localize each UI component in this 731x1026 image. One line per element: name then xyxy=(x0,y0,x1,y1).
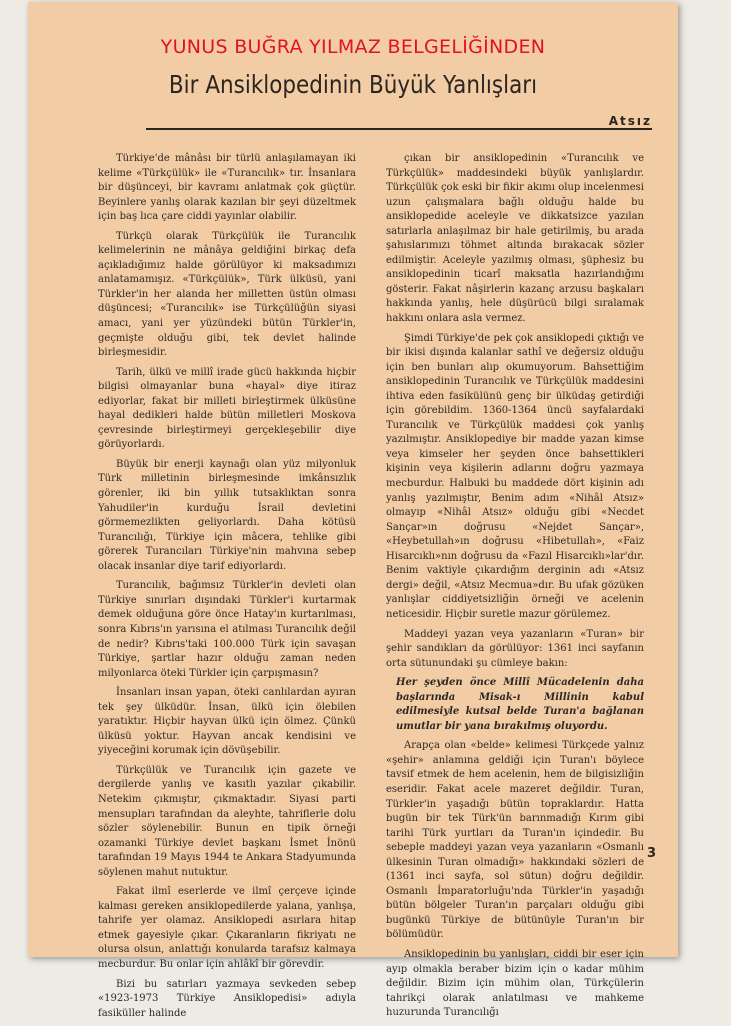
paragraph: Turancılık, bağımsız Türkler'in devleti olan Türkiye sınırları dışındaki Türkler'i kurtarmak demek olduğuna göre önce Hatay'ın kurtarılması, sonra Kıbrıs'ın yarısına el atılması Turancılık değil de nedir? Kıbrıs'taki 100.000 Türk için savaşan Türkiye, şartlar hazır olduğu zaman neden milyonlarca öteki Türkler için çarpışmasın? xyxy=(98,580,356,679)
paragraph: Arapça olan «belde» kelimesi Türkçede yalnız «şehir» anlamına geldiği için Turan'ı böylece tavsif etmek de hem acelenin, hem de bilgisizliğin eseridir. Fakat acele mazeret değildir. Turan, Türkler'in yaşadığı bütün topraklardır. Hatta bugün bir tek Türk'ün barınmadığı Kırım gibi tarihi Türk yurtları da Turan'ın içindedir. Bu sebeple maddeyi yazan veya yazanların «Osmanlı ülkesinin Turan olmadığı» hakkındaki sözleri de (1361 inci sayfa, sol sütun) doğru değildir. Osmanlı İmparatorluğu'nda Türkler'in yaşadığı bütün bölgeler Turan'ın parçaları olduğu gibi bugünkü Türkiye de bütünüyle Turan'ın bir bölümüdür. xyxy=(386,740,644,941)
paragraph: Türkçü olarak Türkçülük ile Turancılık kelimelerinin ne mânâya geldiğini birkaç defa açıkladığımız halde görülüyor ki maksadımızı anlatamamışız. «Türkçülük», Türk ülküsü, yani Türkler'in her alanda her milletten üstün olması düşüncesi; «Turancılık» ise Türkçülüğün siyasi amacı, yani yer yüzündeki bütün Türkler'in, geçmişte olduğu gibi, tek devlet halinde birleşmesidir. xyxy=(98,230,356,359)
paragraph: Maddeyi yazan veya yazanların «Turan» bir şehir sandıkları da görülüyor: 1361 inci sayfanın orta sütunundaki şu cümleye bakın: xyxy=(386,628,644,669)
paragraph: çıkan bir ansiklopedinin «Turancılık ve Türkçülük» maddesindeki büyük yanlışlardır. Türkçülük çok eski bir fikir akımı olup incelenmesi uzun çalışmalara bağlı olduğu halde bu ansiklopedide aceleyle ve dikkatsizce yazılan satırlarla anlaşılmaz bir hale getirilmiş, bu arada şahıslarımızı töhmet altında bırakacak sözler edilmiştir. Aceleyle yazılmış olması, şüphesiz bu ansiklopedinin ticarî maksatla hazırlandığını gösterir. Fakat nâşirlerin kazanç arzusu başkaları hakkında yanlış, hele düşürücü bilgi sıralamak hakkını onlara asla vermez. xyxy=(386,153,644,325)
paragraph: Fakat ilmî eserlerde ve ilmî çerçeve içinde kalması gereken ansiklopedilerde yalana, yanlışa, tahrife yer olamaz. Ansiklopedi asırlara hitap etmek gayesiyle çıkar. Çıkaranların fikriyatı ne olursa olsun, anlattığı konularda tarafsız kalmaya mecburdur. Bu onlar için ahlâkî bir görevdir. xyxy=(98,886,356,970)
paragraph: İnsanları insan yapan, öteki canlılardan ayıran tek şey ülküdür. İnsan, ülkü için ölebilen yaratıktır. Hiçbir hayvan ülkü için ölmez. Çünkü ülküsü yoktur. Hayvan ancak kendisini ve yiyeceğini korumak için dövüşebilir. xyxy=(98,687,356,757)
right-column xyxy=(386,152,644,1026)
paragraph: Şimdi Türkiye'de pek çok ansiklopedi çıktığı ve bir ikisi dışında kalanlar sathî ve değersiz olduğu için ben bunları alıp okumuyorum. Bahsettiğim ansiklopedinin Turancılık ve Türkçülük maddesini ihtiva eden fasikülünü genç bir ülküdaş getirdiği için görebildim. 1360-1364 üncü sayfalardaki Turancılık ve Türkçülük maddesi çok yanlış yazılmıştır. Ansiklopediye bir madde yazan kimse veya kimseler her şeyden önce bahsettikleri kişinin veya kişilerin adlarını doğru yazmaya mecburdur. Halbuki bu maddede dört kişinin adı yanlış yazılmıştır, Benim adım «Nihâl Atsız» olmayıp «Nihâl Atsız» olduğu gibi «Necdet Sançar»ın doğrusu «Nejdet Sançar», «Heybetullah»ın doğrusu «Hibetullah», «Faiz Hisarcıklı»nın doğrusu da «Fazıl Hisarcıklı»lar'dır. Benim vaktiyle çıkardığım derginin adı «Atsız dergi» değil, «Atsız Mecmua»dır. Bu ufak gözüken yanlışlar ciddiyetsizliğin örneği ve acelenin neticesidir. Hiçbir suretle mazur görülemez. xyxy=(386,332,644,620)
paragraph: Türkiye'de mânâsı bir türlü anlaşılamayan iki kelime «Türkçülük» ile «Turancılık» tır. İnsanlara bir düşünceyi, bir kavramı anlatmak çok güçtür. Beyinlere yanlış olarak kazılan bir şeyi düzeltmek için baş lıca çare ciddi yayınlar olabilir. xyxy=(98,153,356,223)
paragraph: Tarih, ülkü ve millî irade gücü hakkında hiçbir bilgisi olmayanlar buna «hayal» diye itiraz ediyorlar, fakat bir milleti birleştirmek ülküsüne hayal dedikleri halde bütün milletleri Moskova çevresinde birleştirmeyi gerçekleşebilir diye görüyorlardı. xyxy=(98,366,356,451)
document-page xyxy=(28,2,678,1019)
article-title: Bir Ansiklopedinin Büyük Yanlışları xyxy=(168,70,538,99)
paragraph: Türkçülük ve Turancılık için gazete ve dergilerde yanlış ve kasıtlı yazılar çıkabilir. Netekim çıkmıştır, çıkmaktadır. Siyasi parti mensupları tarafından da aleyhte, tahriflerle dolu sözler söylenebilir. Bunun en tipik örneği ozamanki Türkiye devlet başkanı İsmet İnönü tarafından 19 Mayıs 1944 te Ankara Stadyumunda söylenen mahut nutuktur. xyxy=(98,764,356,878)
block-quote: Her şeyden önce Millî Mücadelenin daha başlarında Misak-ı Millinin kabul edilmesiyle kutsal belde Turan'a bağlanan umutlar bir yana bırakılmış oluyordu. xyxy=(396,677,644,732)
paragraph: Büyük bir enerji kaynağı olan yüz milyonluk Türk milletinin birleşmesinde imkânsızlık görenler, iki bin yıllık tutsaklıktan sonra Yahudiler'in kurduğu İsrail devletini görmemezlikten geliyorlardı. Daha kötüsü Turancılığı, Türkiye için mâcera, tehlike gibi görerek Turancıları Türkiye'nin mahvına sebep olacak insanlar diye tarif ediyorlardı. xyxy=(98,458,356,572)
paragraph: Ansiklopedinin bu yanlışları, ciddi bir eser için ayıp olmakla beraber bizim için o kadar mühim değildir. Bizim için mühim olan, Türkçülerin tahrikçi olarak anlatılması ve mahkeme huzurunda Turancılığı xyxy=(386,948,644,1019)
paragraph: Bizi bu satırları yazmaya sevkeden sebep «1923-1973 Türkiye Ansiklopedisi» adıyla fasiküller halinde xyxy=(98,978,356,1019)
author-name: Atsız xyxy=(601,114,652,128)
left-column xyxy=(98,152,356,1026)
title-rule xyxy=(146,128,652,130)
page-number: 3 xyxy=(646,846,656,861)
watermark-text: YUNUS BUĞRA YILMAZ BELGELİĞİNDEN xyxy=(160,36,546,58)
